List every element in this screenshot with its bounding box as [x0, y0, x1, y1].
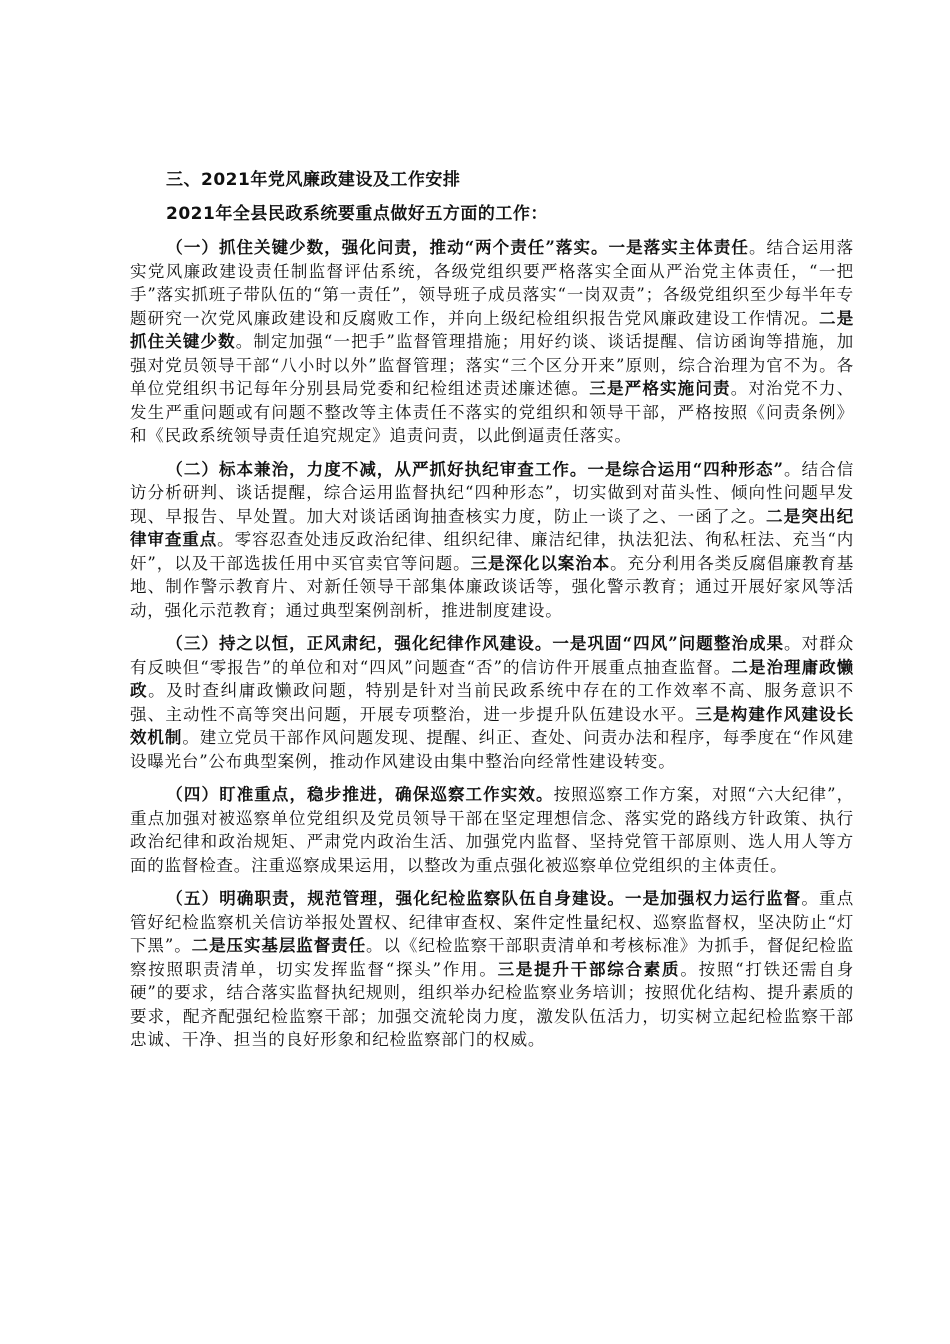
document-page: [130, 168, 854, 1062]
paragraph-2-point-2-title: 二是突出纪律审查重点: [130, 506, 854, 549]
paragraph-3: [130, 632, 854, 773]
section-title: 三、2021年党风廉政建设及工作安排: [166, 170, 461, 190]
paragraph-4-heading: （四）盯准重点，稳步推进，确保巡察工作实效。: [166, 785, 554, 804]
paragraph-3-point-2-text: 。及时查纠庸政懒政问题，特别是针对当前民政系统中存在的工作效率不高、服务意识不强、主动性不高等突出问题，开展专项整治，进一步提升队伍建设水平。: [130, 681, 854, 724]
paragraph-5-point-1-text: 。重点管好纪检监察机关信访举报处置权、纪律审查权、案件定性量纪权、巡察监督权，坚决防止“灯下黑”。: [130, 889, 854, 955]
paragraph-3-point-2-title: 二是治理庸政懒政: [130, 657, 854, 700]
paragraph-2: [130, 458, 854, 623]
paragraph-1-point-1-text: 。结合运用落实党风廉政建设责任制监督评估系统，各级党组织要严格落实全面从严治党主体责任，“一把手”落实抓班子带队伍的“第一责任”，领导班子成员落实“一岗双责”；各级党组织至少每半年专题研究一次党风廉政建设和反腐败工作，并向上级纪检组织报告党风廉政建设工作情况。: [130, 238, 854, 328]
intro-heading: 2021年全县民政系统要重点做好五方面的工作：: [166, 204, 548, 224]
paragraph-1: [130, 236, 854, 448]
paragraph-1-point-1-title: 一是落实主体责任: [608, 238, 749, 257]
paragraph-1-point-3-text: 。对治党不力、发生严重问题或有问题不整改等主体责任不落实的党组织和领导干部，严格按照《问责条例》和《民政系统领导责任追究规定》追责问责，以此倒逼责任落实。: [130, 379, 854, 445]
paragraph-3-point-1-title: 一是巩固“四风”问题整治成果: [552, 634, 785, 653]
paragraph-1-heading: （一）抓住关键少数，强化问责，推动“两个责任”落实。: [166, 238, 609, 257]
paragraph-5-point-3-title: 三是提升干部综合素质: [497, 959, 681, 979]
paragraph-4-text: 按照巡察工作方案，对照“六大纪律”，重点加强对被巡察单位党组织及党员领导干部在坚定理想信念、落实党的路线方针政策、执行政治纪律和政治规矩、严肃党内政治生活、加强党内监督、坚持党管干部原则、选人用人等方面的监督检查。注重巡察成果运用，以整改为重点强化被巡察单位党组织的主体责任。: [130, 785, 854, 875]
paragraph-4: [130, 783, 854, 877]
paragraph-2-point-1-text: 。结合信访分析研判、谈话提醒，综合运用监督执纪“四种形态”，切实做到对苗头性、倾向性问题早发现、早报告、早处置。加大对谈话函询抽查核实力度，防止一谈了之、一函了之。: [130, 459, 854, 526]
paragraph-2-point-3-title: 三是深化以案治本: [470, 553, 611, 573]
paragraph-2-point-2-text: 。零容忍查处违反政治纪律、组织纪律、廉洁纪律，执法犯法、徇私枉法、充当“内奸”，以及干部选拔任用中买官卖官等问题。: [130, 530, 854, 573]
paragraph-1-point-2-text: 。制定加强“一把手”监督管理措施；用好约谈、谈话提醒、信访函询等措施，加强对党员领导干部“八小时以外”监督管理；落实“三个区分开来”原则，综合治理为官不为。各单位党组织书记每年分别县局党委和纪检组述责述廉述德。: [130, 332, 854, 398]
paragraph-5-point-3-text: 。按照“打铁还需自身硬”的要求，结合落实监督执纪规则，组织举办纪检监察业务培训；按照优化结构、提升素质的要求，配齐配强纪检监察干部；加强交流轮岗力度，激发队伍活力，切实树立起纪检监察干部忠诚、干净、担当的良好形象和纪检监察部门的权威。: [130, 959, 855, 1049]
paragraph-1-point-3-title: 三是严格实施问责: [589, 379, 731, 398]
paragraph-3-point-3-text: 。建立党员干部作风问题发现、提醒、纠正、查处、问责办法和程序，每季度在“作风建设曝光台”公布典型案例，推动作风建设由集中整治向经常性建设转变。: [130, 728, 855, 771]
paragraph-3-point-1-text: 。对群众有反映但“零报告”的单位和对“四风”问题查“否”的信访件开展重点抽查监督。: [130, 634, 854, 677]
paragraph-5-heading: （五）明确职责，规范管理，强化纪检监察队伍自身建设。: [166, 889, 625, 908]
paragraph-2-point-1-title: 一是综合运用“四种形态”: [587, 459, 784, 479]
paragraph-3-heading: （三）持之以恒，正风肃纪，强化纪律作风建设。: [166, 634, 553, 653]
paragraph-2-point-3-text: 。充分利用各类反腐倡廉教育基地、制作警示教育片、对新任领导干部集体廉政谈话等，强化警示教育；通过开展好家风等活动，强化示范教育；通过典型案例剖析，推进制度建设。: [130, 553, 855, 620]
paragraph-5-point-2-text: 。以《纪检监察干部职责清单和考核标准》为抓手，督促纪检监察按照职责清单，切实发挥监督“探头”作用。: [130, 936, 855, 979]
paragraph-1-point-2-title: 二是抓住关键少数: [130, 308, 854, 351]
paragraph-3-point-3-title: 三是构建作风建设长效机制: [130, 704, 854, 747]
paragraph-5-point-1-title: 一是加强权力运行监督: [624, 889, 802, 908]
paragraph-5: [130, 887, 854, 1052]
paragraph-2-heading: （二）标本兼治，力度不减，从严抓好执纪审查工作。: [166, 459, 588, 479]
paragraph-5-point-2-title: 二是压实基层监督责任: [191, 936, 367, 955]
